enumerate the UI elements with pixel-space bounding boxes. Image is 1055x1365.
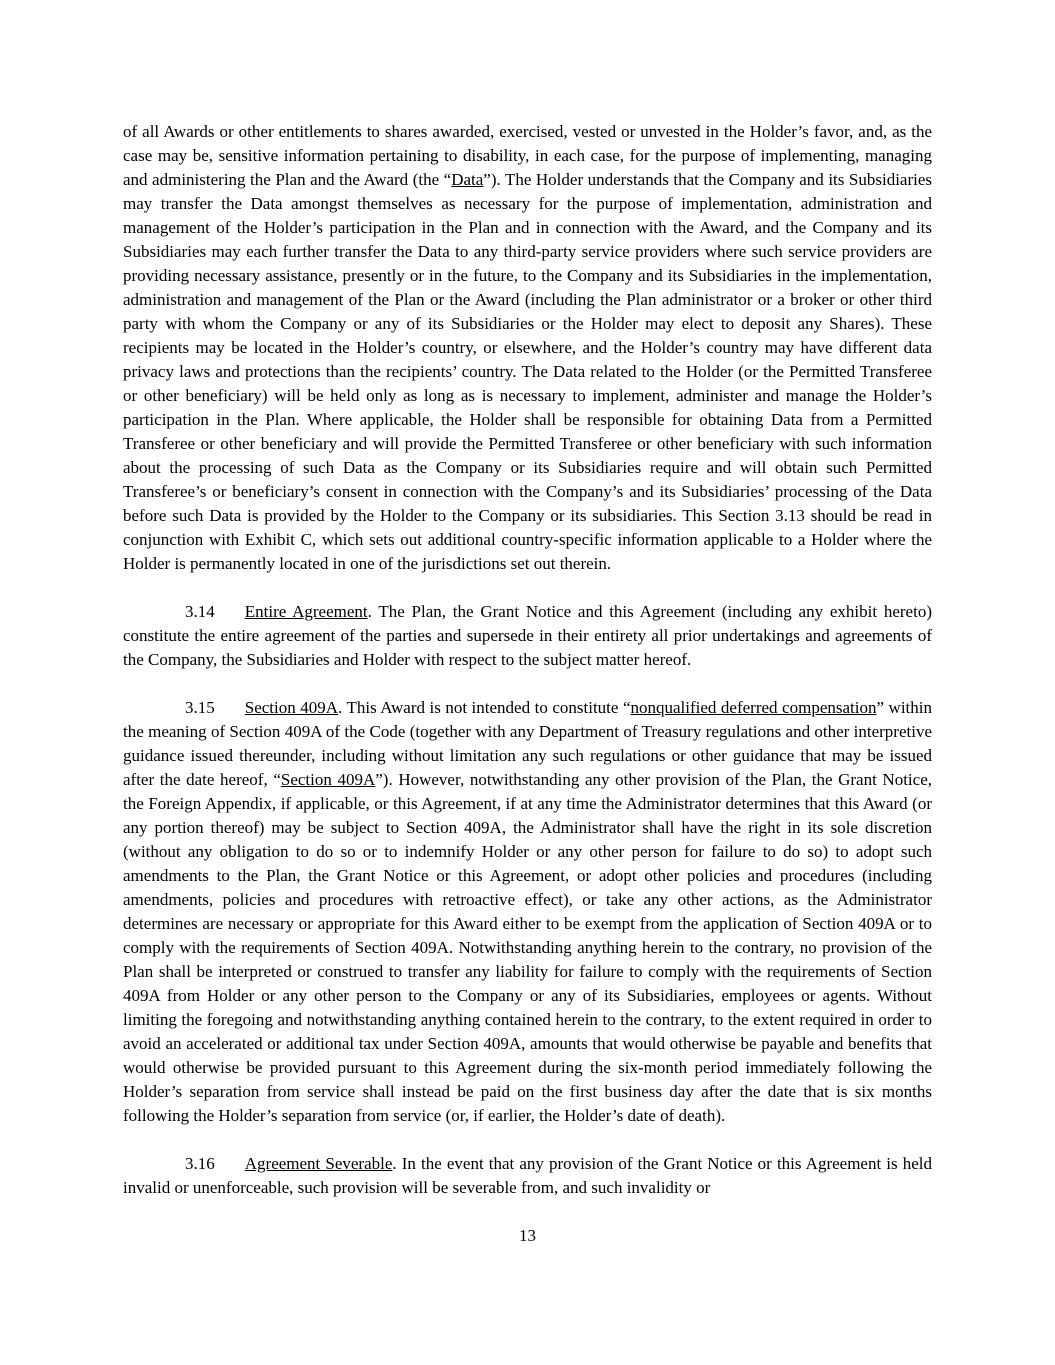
text-run: ”). However, notwithstanding any other provision of the Plan, the Grant Notice, the Foreign Appendix, if applicable, or this Agreement, if at any time the Administrator determines that this Award (or any portion thereof) may be subject to Section 409A, the Administrator shall have the right in its sole discretion (without any obligation to do so or to indemnify Holder or any other person for failure to do so) to adopt such amendments to the Plan, the Grant Notice or this Agreement, or adopt other policies and procedures (including amendments, policies and procedures with retroactive effect), or take any other actions, as the Administrator determines are necessary or appropriate for this Award either to be exempt from the application of Section 409A or to comply with the requirements of Section 409A. Notwithstanding anything herein to the contrary, no provision of the Plan shall be interpreted or construed to transfer any liability for failure to comply with the requirements of Section 409A from Holder or any other person to the Company or any of its Subsidiaries, employees or agents. Without limiting the foregoing and notwithstanding anything contained herein to the contrary, to the extent required in order to avoid an accelerated or additional tax under Section 409A, amounts that would otherwise be payable and benefits that would otherwise be provided pursuant to this Agreement during the six-month period immediately following the Holder’s separation from service shall instead be paid on the first business day after the date that is six months following the Holder’s separation from service (or, if earlier, the Holder’s date of death). [123,770,932,1125]
text-run: 3.16 [185,1154,215,1173]
underlined-term: Section 409A [244,698,339,717]
text-run: 3.14 [185,602,215,621]
paragraph-section-3-15 [123,696,932,1128]
underlined-term: Entire Agreement [244,602,368,621]
text-run: ”). The Holder understands that the Company and its Subsidiaries may transfer the Data amongst themselves as necessary for the purpose of implementation, administration and management of the Holder’s participation in the Plan and in connection with the Award, and the Company and its Subsidiaries may each further transfer the Data to any third-party service providers where such service providers are providing necessary assistance, presently or in the future, to the Company and its Subsidiaries in the implementation, administration and management of the Plan or the Award (including the Plan administrator or a broker or other third party with whom the Company or any of its Subsidiaries or the Holder may elect to deposit any Shares). These recipients may be located in the Holder’s country, or elsewhere, and the Holder’s country may have different data privacy laws and protections than the recipients’ country. The Data related to the Holder (or the Permitted Transferee or other beneficiary) will be held only as long as is necessary to implement, administer and manage the Holder’s participation in the Plan. Where applicable, the Holder shall be responsible for obtaining Data from a Permitted Transferee or other beneficiary and will provide the Permitted Transferee or other beneficiary with such information about the processing of such Data as the Company or its Subsidiaries require and will obtain such Permitted Transferee’s or beneficiary’s consent in connection with the Company’s and its Subsidiaries’ processing of the Data before such Data is provided by the Holder to the Company or its subsidiaries. This Section 3.13 should be read in conjunction with Exhibit C, which sets out additional country-specific information applicable to a Holder where the Holder is permanently located in one of the jurisdictions set out therein. [123,170,933,573]
page-number: 13 [519,1226,536,1245]
text-run: . This Award is not intended to constitute “ [338,698,631,717]
paragraph-section-3-14 [123,600,932,672]
underlined-term: Section 409A [280,770,376,789]
text-run: of all Awards or other entitlements to shares awarded, exercised, vested or unvested in the Holder’s favor, and, as the case may be, sensitive information pertaining to disability, in each case, for the purpose of implementing, managing and administering the Plan and the Award (the “ [123,122,932,189]
text-run: ” within the meaning of Section 409A of the Code (together with any Department of Treasury regulations and other interpretive guidance issued thereunder, including without limitation any such regulations or other guidance that may be issued after the date hereof, “ [123,698,932,789]
text-run: . In the event that any provision of the Grant Notice or this Agreement is held invalid or unenforceable, such provision will be severable from, and such invalidity or [123,1154,932,1197]
text-run: 3.15 [185,698,215,717]
underlined-term: nonqualified deferred compensation [630,698,877,717]
text-run: . The Plan, the Grant Notice and this Agreement (including any exhibit hereto) constitute the entire agreement of the parties and supersede in their entirety all prior undertakings and agreements of the Company, the Subsidiaries and Holder with respect to the subject matter hereof. [123,602,932,669]
paragraph-section-3-16 [123,1152,932,1200]
underlined-term: Data [451,170,484,189]
underlined-term: Agreement Severable [244,1154,393,1173]
document-content [123,120,932,1200]
paragraph-section-3-13-continued [123,120,932,576]
